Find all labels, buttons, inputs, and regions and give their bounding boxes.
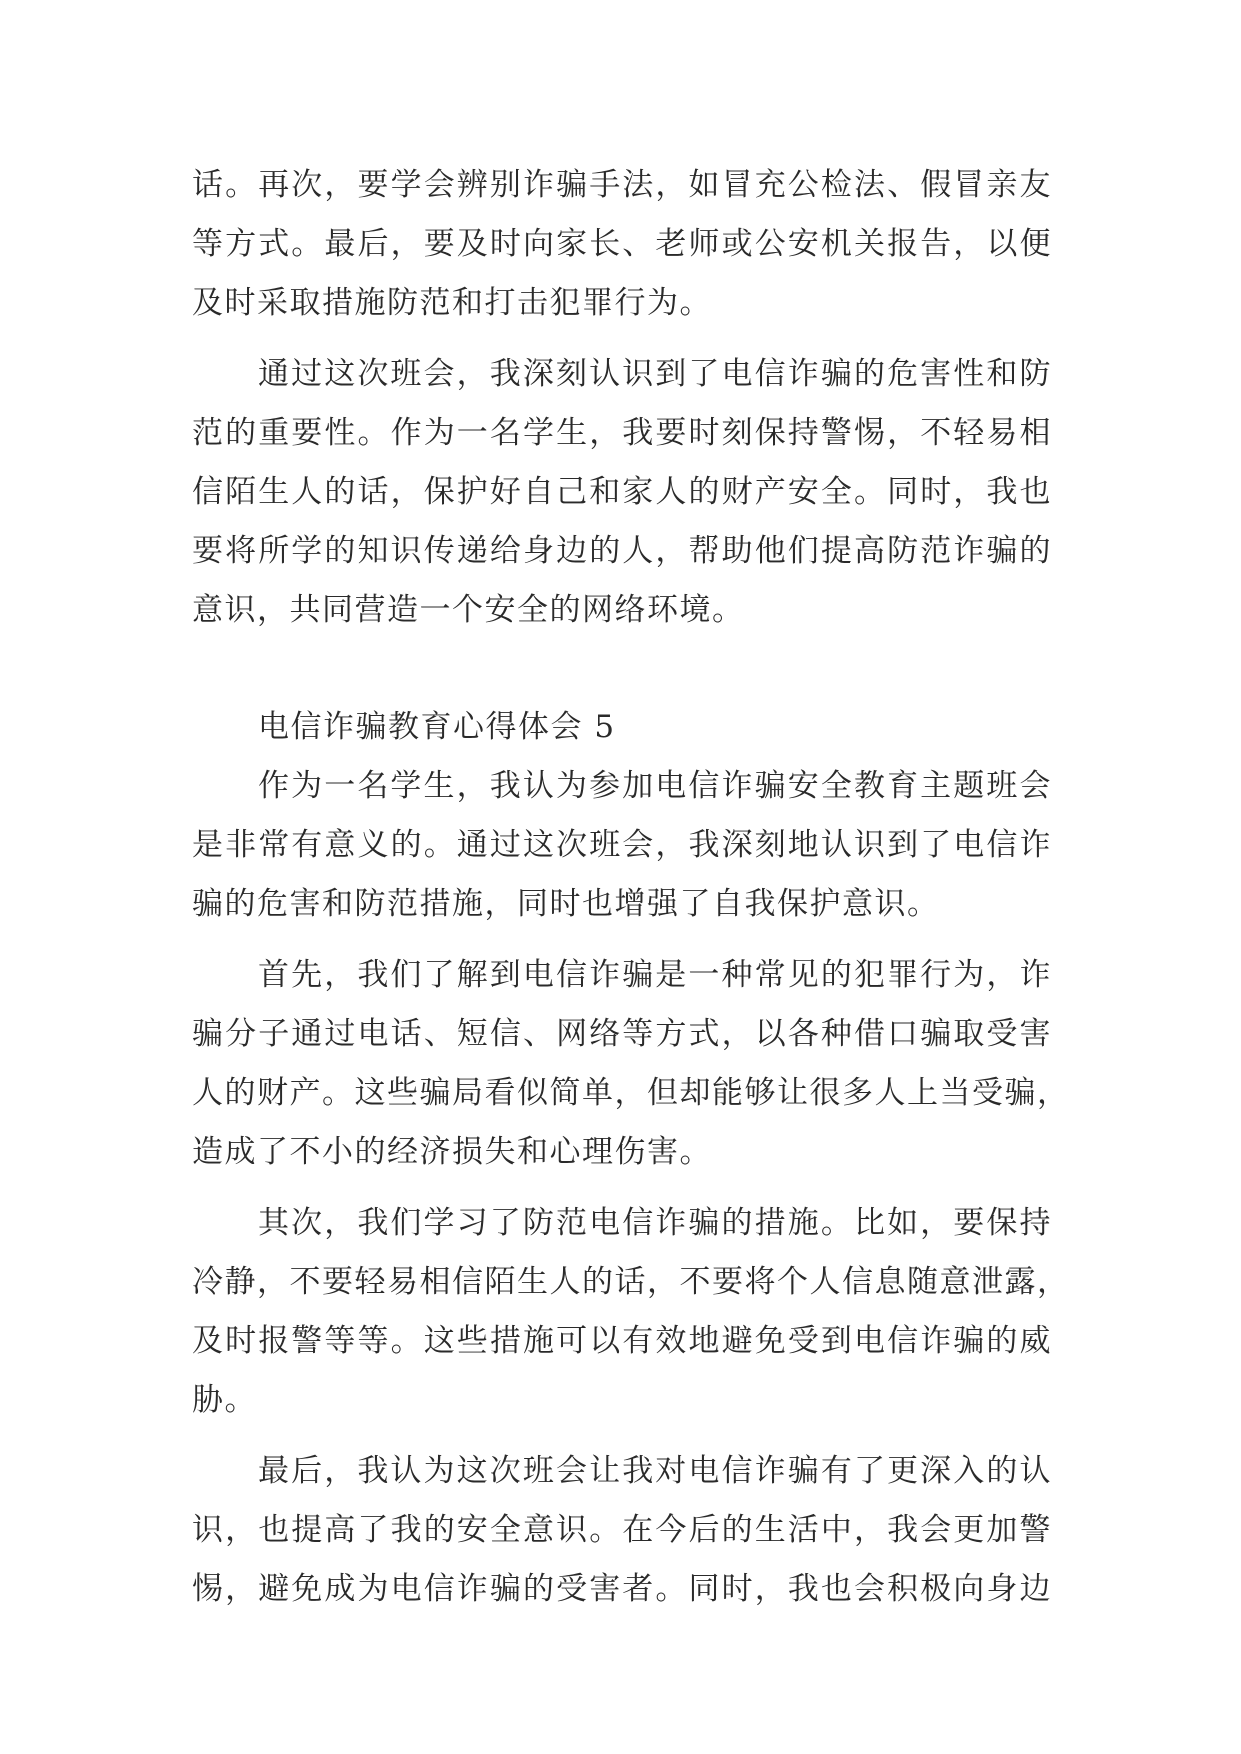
text-line: 话。再次，要学会辨别诈骗手法，如冒充公检法、假冒亲友 — [192, 167, 1052, 203]
text-line: 最后，我认为这次班会让我对电信诈骗有了更深入的认 — [258, 1453, 1052, 1489]
text-line: 骗的危害和防范措施，同时也增强了自我保护意识。 — [192, 886, 940, 922]
text-line: 范的重要性。作为一名学生，我要时刻保持警惕，不轻易相 — [192, 415, 1052, 451]
document-body — [192, 156, 1070, 1631]
paragraph-continuation — [192, 156, 1052, 333]
text-line: 胁。 — [192, 1382, 257, 1418]
text-line: 造成了不小的经济损失和心理伤害。 — [192, 1134, 712, 1170]
text-line: 惕，避免成为电信诈骗的受害者。同时，我也会积极向身边 — [192, 1571, 1052, 1607]
text-line: 通过这次班会，我深刻认识到了电信诈骗的危害性和防 — [258, 356, 1052, 392]
paragraph — [192, 946, 1070, 1182]
text-line: 及时报警等等。这些措施可以有效地避免受到电信诈骗的威 — [192, 1323, 1052, 1359]
paragraph — [192, 1194, 1070, 1430]
text-line: 等方式。最后，要及时向家长、老师或公安机关报告，以便 — [192, 226, 1052, 262]
text-line: 其次，我们学习了防范电信诈骗的措施。比如，要保持 — [258, 1205, 1052, 1241]
text-line: 骗分子通过电话、短信、网络等方式，以各种借口骗取受害 — [192, 1016, 1052, 1052]
text-line: 作为一名学生，我认为参加电信诈骗安全教育主题班会 — [258, 768, 1052, 804]
section-title: 电信诈骗教育心得体会 5 — [258, 709, 616, 745]
text-line: 人的财产。这些骗局看似简单，但却能够让很多人上当受骗， — [192, 1075, 1070, 1111]
text-line: 首先，我们了解到电信诈骗是一种常见的犯罪行为，诈 — [258, 957, 1052, 993]
text-line: 意识，共同营造一个安全的网络环境。 — [192, 592, 745, 628]
paragraph — [192, 1442, 1052, 1619]
text-line: 要将所学的知识传递给身边的人，帮助他们提高防范诈骗的 — [192, 533, 1052, 569]
text-line: 信陌生人的话，保护好自己和家人的财产安全。同时，我也 — [192, 474, 1052, 510]
text-line: 识，也提高了我的安全意识。在今后的生活中，我会更加警 — [192, 1512, 1052, 1548]
text-line: 是非常有意义的。通过这次班会，我深刻地认识到了电信诈 — [192, 827, 1052, 863]
paragraph — [192, 345, 1052, 640]
text-line: 及时采取措施防范和打击犯罪行为。 — [192, 285, 712, 321]
text-line: 冷静，不要轻易相信陌生人的话，不要将个人信息随意泄露， — [192, 1264, 1070, 1300]
paragraph — [192, 757, 1052, 934]
